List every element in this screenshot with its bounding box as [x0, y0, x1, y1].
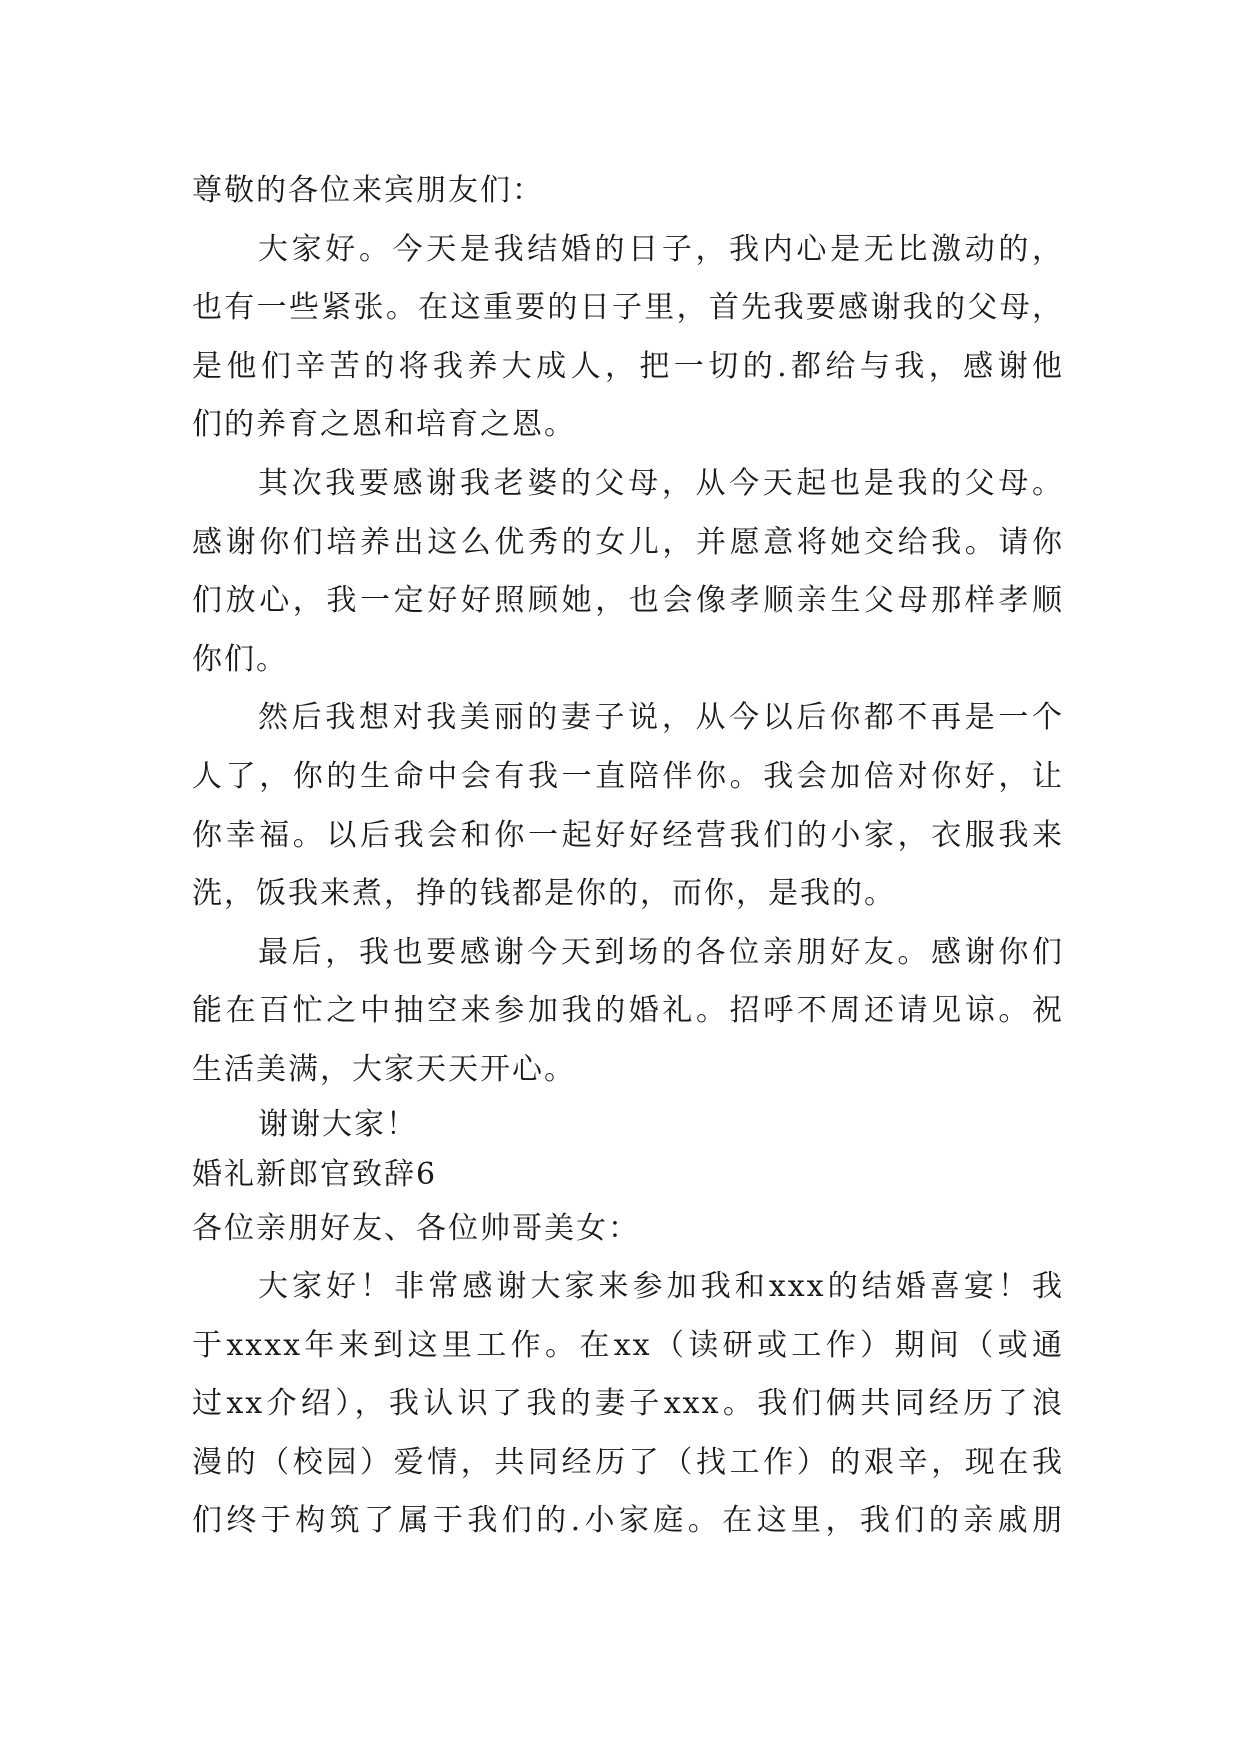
closing-thanks: 谢谢大家！: [258, 1106, 418, 1142]
text-line: 大家好！非常感谢大家来参加我和xxx的结婚喜宴！我: [258, 1269, 1064, 1305]
text-line: 过xx介绍），我认识了我的妻子xxx。我们俩共同经历了浪: [192, 1386, 1064, 1422]
salutation: 各位亲朋好友、各位帅哥美女：: [192, 1210, 640, 1246]
section-heading: 婚礼新郎官致辞6: [192, 1156, 438, 1192]
text-line: 漫的（校园）爱情，共同经历了（找工作）的艰辛，现在我: [192, 1444, 1064, 1480]
text-line: 们的养育之恩和培育之恩。: [192, 407, 576, 443]
text-line: 洗，饭我来煮，挣的钱都是你的，而你，是我的。: [192, 876, 896, 912]
text-line: 大家好。今天是我结婚的日子，我内心是无比激动的，: [258, 231, 1064, 267]
text-line: 人了，你的生命中会有我一直陪伴你。我会加倍对你好，让: [192, 758, 1064, 794]
text-line: 其次我要感谢我老婆的父母，从今天起也是我的父母。: [258, 465, 1064, 501]
salutation: 尊敬的各位来宾朋友们：: [192, 173, 544, 208]
text-line: 于xxxx年来到这里工作。在xx（读研或工作）期间（或通: [192, 1327, 1064, 1363]
text-line: 感谢你们培养出这么优秀的女儿，并愿意将她交给我。请你: [192, 524, 1064, 560]
text-line: 生活美满，大家天天开心。: [192, 1051, 576, 1087]
text-line: 也有一些紧张。在这重要的日子里，首先我要感谢我的父母，: [192, 290, 1064, 326]
text-line: 最后，我也要感谢今天到场的各位亲朋好友。感谢你们: [258, 934, 1064, 970]
text-line: 然后我想对我美丽的妻子说，从今以后你都不再是一个: [258, 700, 1064, 736]
text-line: 们放心，我一定好好照顾她，也会像孝顺亲生父母那样孝顺: [192, 583, 1064, 619]
text-line: 能在百忙之中抽空来参加我的婚礼。招呼不周还请见谅。祝: [192, 993, 1064, 1029]
document-body: [192, 162, 1064, 1551]
text-line: 是他们辛苦的将我养大成人，把一切的.都给与我，感谢他: [192, 348, 1064, 384]
text-line: 你幸福。以后我会和你一起好好经营我们的小家，衣服我来: [192, 817, 1064, 853]
text-line: 们终于构筑了属于我们的.小家庭。在这里，我们的亲戚朋: [192, 1503, 1064, 1539]
text-line: 你们。: [192, 641, 288, 677]
